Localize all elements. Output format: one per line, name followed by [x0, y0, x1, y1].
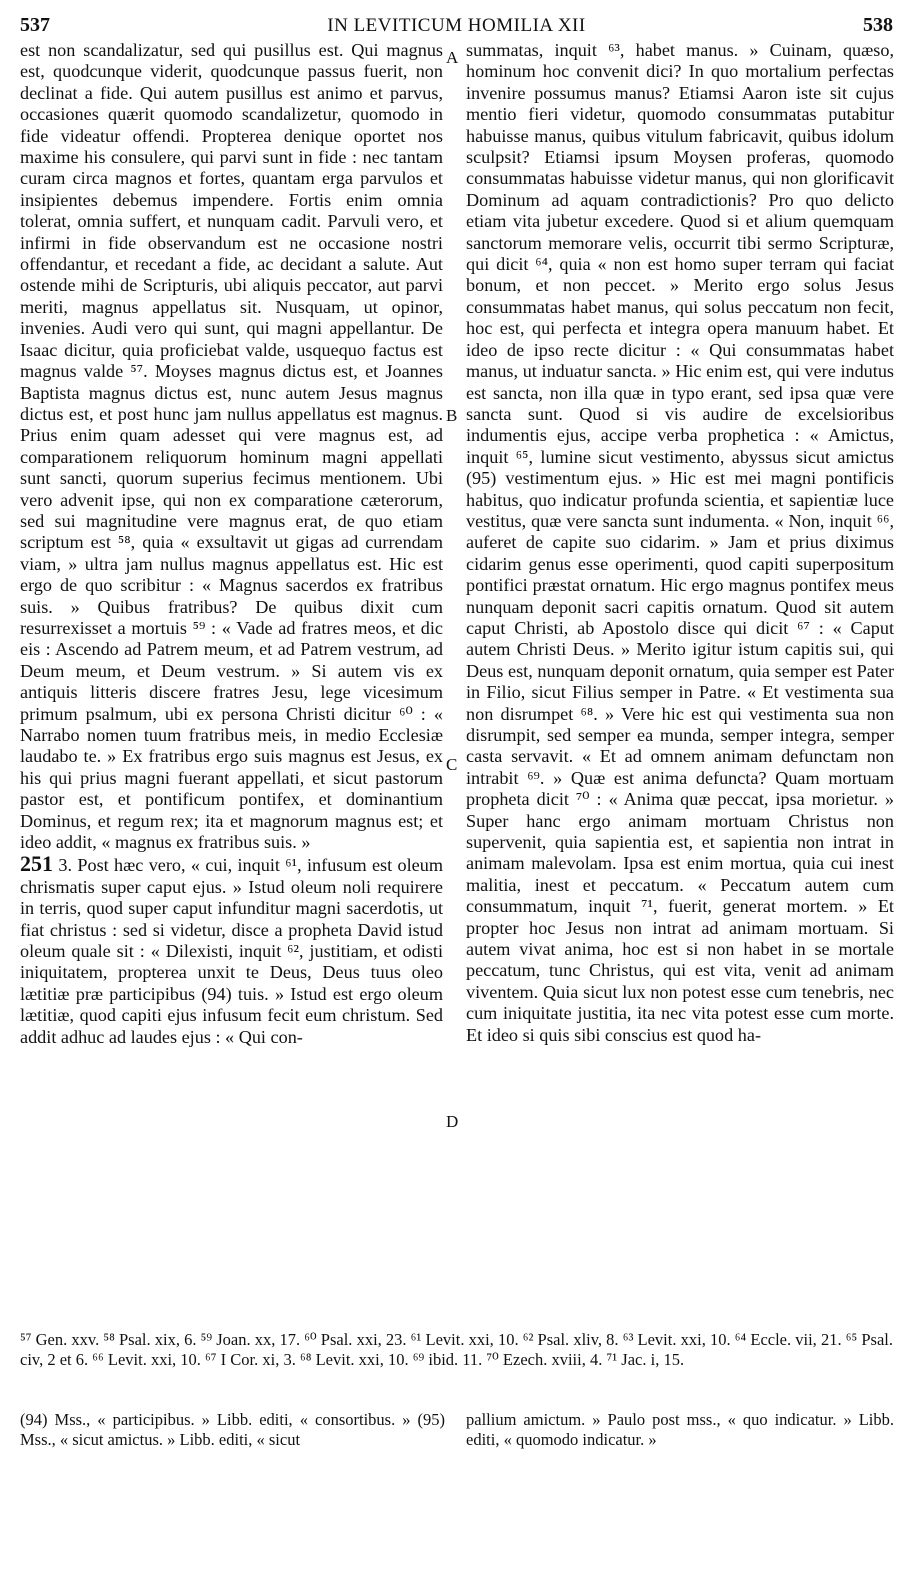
right-paragraph-1: summatas, inquit ⁶³, habet manus. » Cuinam, quæso, hominum hoc convenit dici? In quo mortalium perfectas invenire possumus manus? Etiamsi Aaron iste sit cujus mentio fieri videtur, quomodo consummatas putabitur habuisse manus, quibus vitulum fabricavit, quibus idolum sculpsit? Etiamsi ipsum Moysen proferas, quomodo consummatas habuisse videtur manus, qui non glorificavit Dominum ad aquam contradictionis? Pro quo delicto etiam vita jubetur excedere. Quod si et alium quemquam sanctorum memorare velis, occurrit tibi sermo Scripturæ, qui dicit ⁶⁴, quia « non est homo super terram qui faciat bonum, et non peccet. » Merito ergo solus Jesus consummatas habet manus, qui solus peccatum non fecit, hoc est, qui perfecta et integra opera manuum habet. Et ideo de ipso recte dicitur : « Qui consummatas habet manus, ut induatur sancta. » Hic enim est, qui vere indutus est sancta, non illa quæ in typo erant, sed ipsa quæ vere sancta sunt. Quod si vis audire de excelsioribus indumentis ejus, accipe verba prophetica : « Amictus, inquit ⁶⁵, lumine sicut vestimento, abyssus sicut amictus (95) vestimentum ejus. » Hic est mei magni pontificis habitus, quo indicatur profunda scientia, et sapientiæ luce vestitus, quæ vere sancta sunt indumenta. « Non, inquit ⁶⁶, auferet de capite suo cidarim. » Jam et prius diximus cidarim genus esse operimenti, quod capiti superpositum pontifici præstat ornatum. Hic ergo magnus pontifex meus nunquam deponit sacri capitis ornatum. Quod sit autem caput Christi, ab Apostolo disce qui dicit ⁶⁷ : « Caput autem Christi Deus. » Merito igitur istum capitis sui, qui Deus est, nunquam deponit ornatum, quia semper est Pater in Filio, sicut Filius semper in Patre. « Et vestimenta sua non disrumpet ⁶⁸. » Vere hic est qui vestimenta sua non disrumpit, sed semper ea munda, semper integra, semper casta servavit. « Et ad omnem animam defunctam non intrabit ⁶⁹. » Quæ est anima defuncta? Quam mortuam propheta dicit ⁷⁰ : « Anima quæ peccat, ipsa morietur. » Super hanc ergo animam mortuam Christus non supervenit, quia sapientia est, et sapientia non intrat in animam malevolam. Ipsa est enim mortua, quia cui inest malitia, inest et peccatum. « Peccatum autem cum consummatum, inquit ⁷¹, fuerit, generat mortem. » Et propter hoc Jesus non intrat ad animam mortuam. Si autem vivat anima, hoc est si non habet in se mortale peccatum, tunc Christus, qui est vita, venit ad animam viventem. Quia sicut lux non potest esse cum tenebris, nec cum iniquitate justitia, ita nec vita potest esse cum morte. Et ideo si quis sibi conscius est quod ha-: [466, 40, 894, 1045]
right-column: [466, 40, 894, 1046]
column-marker-c: C: [446, 755, 458, 774]
left-paragraph-1: est non scandalizatur, sed qui pusillus est. Qui magnus est, quodcunque viderit, quodcunque passus fuerit, non declinat a fide. Qui autem pusillus est animo et parvus, occasiones quærit quomodo scandalizetur, quomodo in fide videatur offendi. Propterea denique oportet nos maxime his consulere, qui parvi sunt in fide : nec tantam curam circa magnos et fortes, quantam erga parvulos et insipientes debemus impendere. Fortis enim omnia tolerat, omnia suffert, et nunquam cadit. Parvuli vero, et infirmi in fide observandum est ne occasione nostri offendantur, et recedant a fide, ac decidant a salute. Aut ostende mihi de Scripturis, ubi aliquis peccator, aut parvi meriti, magnus appellatus sit. Nusquam, ut opinor, invenies. Audi vero qui sunt, qui magni appellantur. De Isaac dicitur, quia proficiebat valde, usquequo factus est magnus valde ⁵⁷. Moyses magnus dictus est, et Joannes Baptista magnus dictus est, nunc autem Jesus magnus dictus est, et post hunc jam nullus appellatus est magnus. Prius enim quam adesset qui vere magnus est, ad comparationem reliquorum hominum magni appellati sunt sancti, quorum superius fecimus mentionem. Ubi vero advenit ipse, qui non ex comparatione cæterorum, sed sui magnitudine vere magnus erat, de quo etiam scriptum est ⁵⁸, quia « exsultavit ut gigas ad currendam viam, » ultra jam nullus magnus appellatus est. Hic est ergo de quo scribitur : « Magnus sacerdos ex fratribus suis. » Quibus fratribus? De quibus dixit cum resurrexisset a mortuis ⁵⁹ : « Vade ad fratres meos, et dic eis : Ascendo ad Patrem meum, et ad Patrem vestrum, ad Deum meum, et Deum vestrum. » Si autem vis ex antiquis litteris discere fratres Jesu, lege vicesimum primum psalmum, ubi ex persona Christi dicitur ⁶⁰ : « Narrabo nomen tuum fratribus meis, in medio Ecclesiæ laudabo te. » Ex fratribus ergo suis magnus est Jesus, ex his qui prius magni fuerant appellati, et sicut pastorum pastor est, et pontificum pontifex, et dominantium Dominus, et regum rex; ita et magnorum magnus est; et ideo addit, « magnus ex fratribus suis. »: [20, 40, 443, 853]
footnotes: ⁵⁷ Gen. xxv. ⁵⁸ Psal. xix, 6. ⁵⁹ Joan. xx, 17. ⁶⁰ Psal. xxi, 23. ⁶¹ Levit. xxi, 10. ⁶² Psal. xliv, 8. ⁶³ Levit. xxi, 10. ⁶⁴ Eccle. vii, 21. ⁶⁵ Psal. civ, 2 et 6. ⁶⁶ Levit. xxi, 10. ⁶⁷ I Cor. xi, 3. ⁶⁸ Levit. xxi, 10. ⁶⁹ ibid. 11. ⁷⁰ Ezech. xviii, 4. ⁷¹ Jac. i, 15.: [20, 1330, 893, 1369]
page-number-right: 538: [863, 14, 893, 36]
variant-notes-left: (94) Mss., « participibus. » Libb. editi, « consortibus. » (95) Mss., « sicut amictus. » Libb. editi, « sicut: [20, 1410, 445, 1449]
left-paragraph-2: [20, 853, 443, 1048]
page-number-left: 537: [20, 14, 50, 36]
running-title: IN LEVITICUM HOMILIA XII: [327, 15, 586, 36]
section-number: 251: [20, 851, 53, 877]
page-header: [20, 14, 893, 40]
column-marker-a: A: [446, 48, 459, 67]
column-marker-b: B: [446, 406, 458, 425]
left-paragraph-2-text: 3. Post hæc vero, « cui, inquit ⁶¹, infusum est oleum chrismatis super caput ejus. » Istud oleum noli requirere in terris, quod super caput infunditur magni sacerdotis, ut fiat christus : sed si videtur, disce a propheta David istud oleum quale sit : « Dilexisti, inquit ⁶², justitiam, et odisti iniquitatem, propterea unxit te Deus, Deus tuus oleo lætitiæ præ participibus (94) tuis. » Istud est ergo oleum lætitiæ, quod capiti ejus infusum fecit eum christum. Sed addit adhuc ad laudes ejus : « Qui con-: [20, 855, 443, 1047]
left-column: [20, 40, 443, 1048]
column-marker-d: D: [446, 1112, 459, 1131]
variant-notes-right: pallium amictum. » Paulo post mss., « quo indicatur. » Libb. editi, « quomodo indicatur. »: [466, 1410, 894, 1449]
